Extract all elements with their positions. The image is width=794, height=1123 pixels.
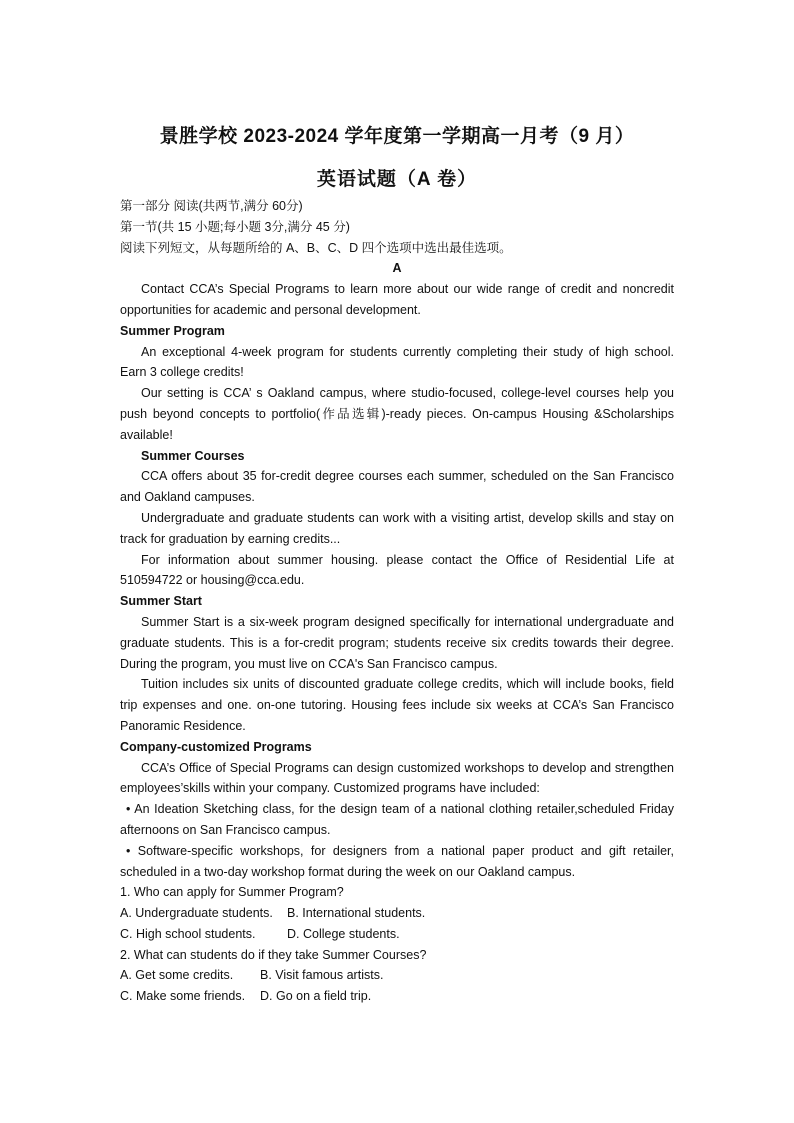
passage-label: A: [392, 261, 402, 276]
question-2-stem: 2. What can students do if they take Summer Courses?: [120, 947, 427, 962]
company-bullet-2: • Software-specific workshops, for designers from a national paper product and gift retailer, scheduled in a two-day workshop format during the week on our Oakland campus.: [120, 843, 674, 879]
section-heading: 第一节(共 15 小题;每小题 3分,满分 45 分): [120, 219, 350, 234]
part-heading: 第一部分 阅读(共两节,满分 60分): [120, 199, 303, 213]
option-a[interactable]: A. Get some credits.: [120, 968, 234, 983]
option-c[interactable]: C. High school students.: [120, 926, 256, 941]
heading-company-programs: Company-customized Programs: [120, 739, 312, 754]
question-1-options-row-1: [120, 903, 674, 924]
summer-program-p1: An exceptional 4-week program for students currently completing their study of high school. Earn 3 college credits!: [120, 344, 674, 380]
summer-start-p2: Tuition includes six units of discounted graduate college credits, which will include books, field trip expenses and one. on-one tutoring. Housing fees include six weeks at CCA’s San Francisco Panoramic Residence.: [120, 677, 674, 733]
question-1-options-row-2: [120, 924, 674, 945]
summer-courses-p3: For information about summer housing. please contact the Office of Residential Life at 510594722 or housing@cca.edu.: [120, 552, 674, 588]
option-b[interactable]: B. Visit famous artists.: [260, 968, 384, 983]
summer-courses-p2: Undergraduate and graduate students can work with a visiting artist, develop skills and stay on track for graduation by earning credits...: [120, 510, 674, 546]
question-2-options-row-1: [120, 965, 674, 986]
option-d[interactable]: D. College students.: [287, 926, 400, 941]
passage-intro: Contact CCA’s Special Programs to learn more about our wide range of credit and noncredit opportunities for academic and personal development.: [120, 282, 674, 317]
heading-summer-courses: Summer Courses: [141, 448, 245, 463]
option-a[interactable]: A. Undergraduate students.: [120, 906, 273, 921]
company-bullet-1: • An Ideation Sketching class, for the design team of a national clothing retailer,scheduled Friday afternoons on San Francisco campus.: [120, 802, 674, 837]
exam-title: 景胜学校 2023-2024 学年度第一学期高一月考（9 月）: [159, 126, 635, 147]
option-b[interactable]: B. International students.: [287, 906, 426, 921]
summer-courses-p1: CCA offers about 35 for-credit degree courses each summer, scheduled on the San Francisco and Oakland campuses.: [120, 469, 674, 505]
heading-summer-start: Summer Start: [120, 594, 202, 609]
summer-start-p1: Summer Start is a six-week program designed specifically for international undergraduate and graduate students. This is a for-credit program; students receive six credits towards their degree. During the program, you must live on CCA's San Francisco campus.: [120, 614, 674, 671]
summer-program-p2: Our setting is CCA’ s Oakland campus, where studio-focused, college-level courses help you push beyond concepts to portfolio(作品选辑)-ready pieces. On-campus Housing &Scholarships available!: [120, 386, 674, 442]
company-p1: CCA’s Office of Special Programs can design customized workshops to develop and strengthen employees’skills within your company. Customized programs have included:: [120, 760, 674, 796]
question-1-stem: 1. Who can apply for Summer Program?: [120, 885, 344, 900]
option-c[interactable]: C. Make some friends.: [120, 989, 246, 1004]
question-2-options-row-2: [120, 986, 674, 1007]
exam-page: [120, 120, 674, 1007]
instruction: 阅读下列短文，从每题所给的 A、B、C、D 四个选项中选出最佳选项。: [120, 240, 512, 255]
option-d[interactable]: D. Go on a field trip.: [260, 989, 372, 1004]
exam-subtitle: 英语试题（A 卷）: [316, 169, 478, 190]
heading-summer-program: Summer Program: [120, 323, 225, 338]
